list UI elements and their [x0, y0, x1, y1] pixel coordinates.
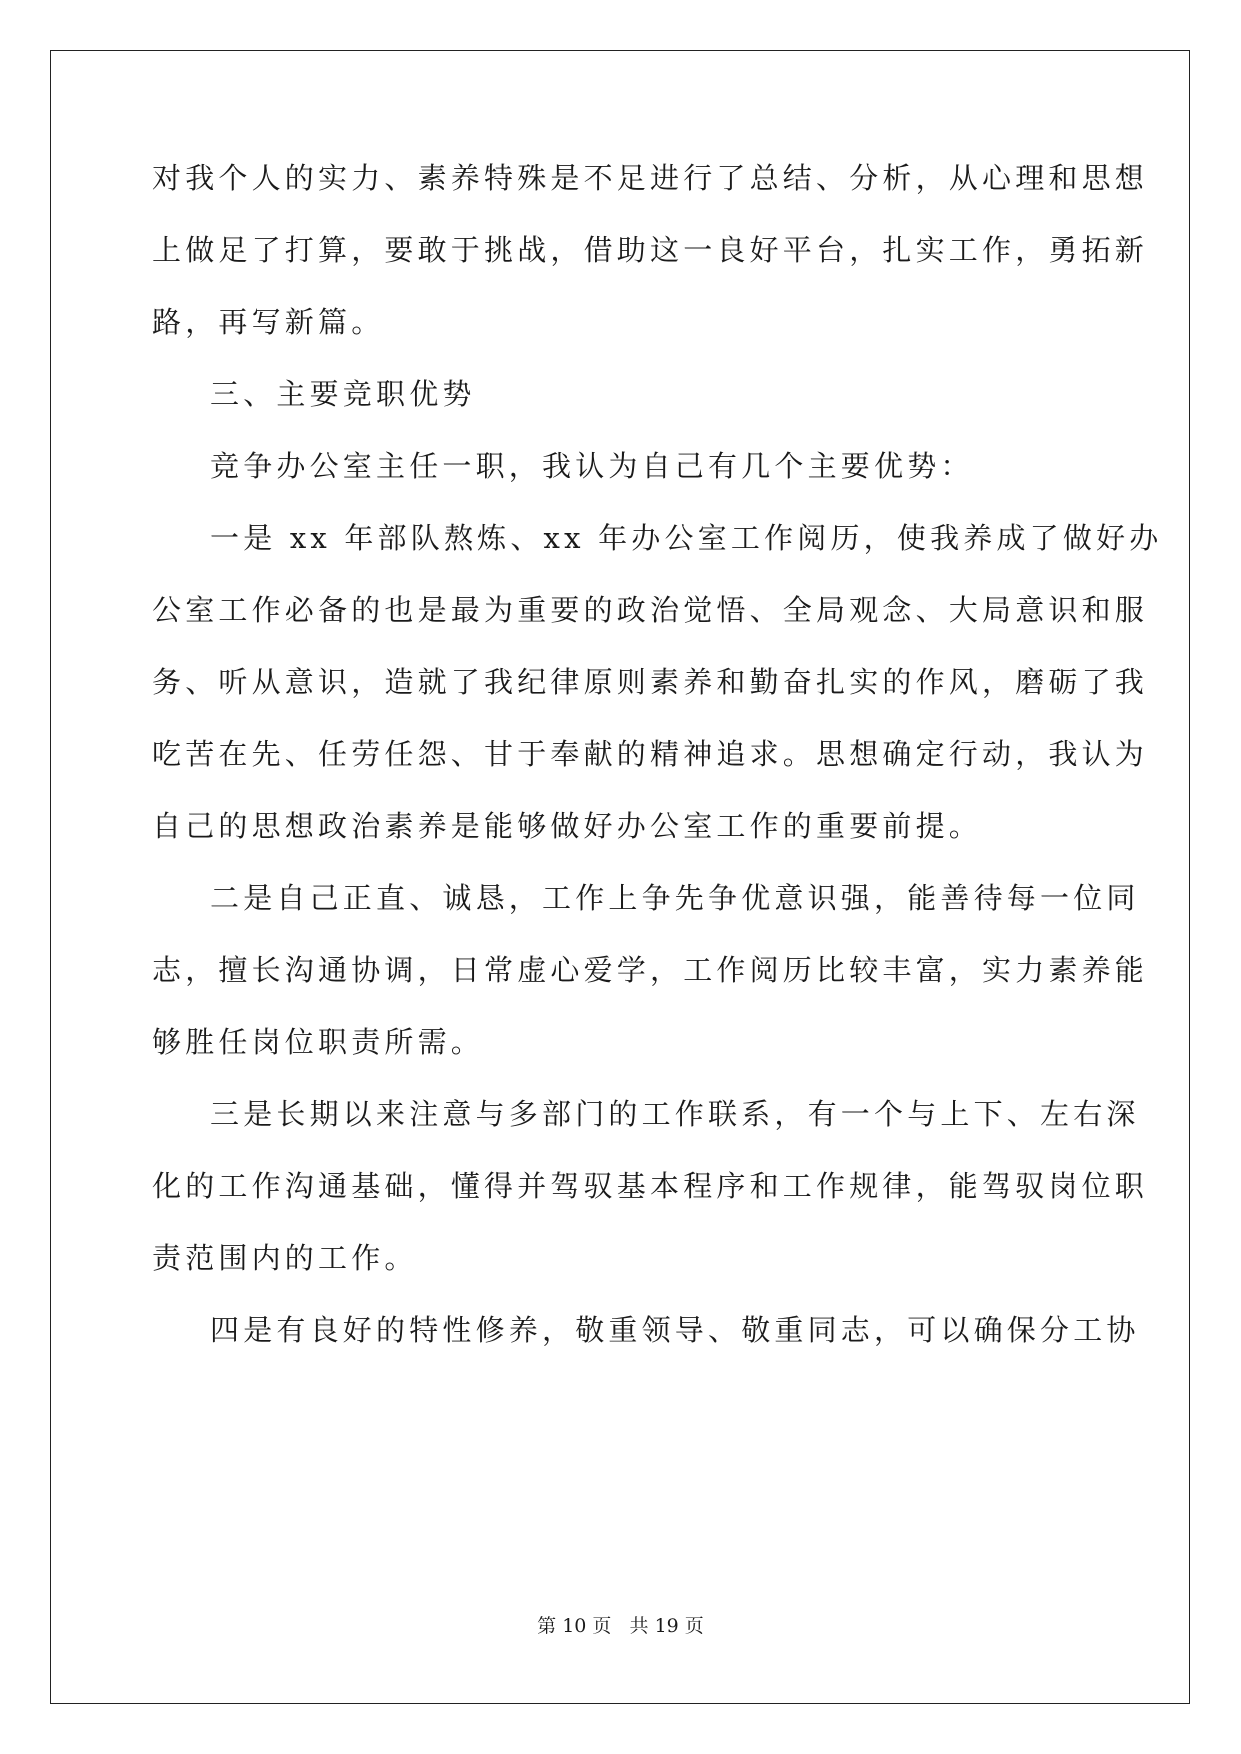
text-line: 自己的思想政治素养是能够做好办公室工作的重要前提。 — [152, 809, 983, 843]
text-line: 化的工作沟通基础，懂得并驾驭基本程序和工作规律，能驾驭岗位职 — [152, 1169, 1149, 1203]
section-heading: 三、主要竞职优势 — [210, 377, 476, 411]
paragraph-start: 四是有良好的特性修养，敬重领导、敬重同志，可以确保分工协 — [210, 1313, 1140, 1347]
text-line: 务、听从意识，造就了我纪律原则素养和勤奋扎实的作风，磨砺了我 — [152, 665, 1149, 699]
paragraph-start: 竞争办公室主任一职，我认为自己有几个主要优势： — [210, 449, 974, 483]
text-line: 上做足了打算，要敢于挑战，借助这一良好平台，扎实工作，勇拓新 — [152, 233, 1149, 267]
text-line: 责范围内的工作。 — [152, 1241, 418, 1275]
text-line: 对我个人的实力、素养特殊是不足进行了总结、分析，从心理和思想 — [152, 161, 1149, 195]
text-line: 公室工作必备的也是最为重要的政治觉悟、全局观念、大局意识和服 — [152, 593, 1149, 627]
page-number-footer: 第 10 页 共 19 页 — [537, 1615, 704, 1637]
paragraph-start: 三是长期以来注意与多部门的工作联系，有一个与上下、左右深 — [210, 1097, 1140, 1131]
paragraph-start: 二是自己正直、诚恳，工作上争先争优意识强，能善待每一位同 — [210, 881, 1140, 915]
text-line: 志，擅长沟通协调，日常虚心爱学，工作阅历比较丰富，实力素养能 — [152, 953, 1149, 987]
text-line: 路，再写新篇。 — [152, 305, 385, 339]
text-line: 吃苦在先、任劳任怨、甘于奉献的精神追求。思想确定行动，我认为 — [152, 737, 1149, 771]
text-line: 够胜任岗位职责所需。 — [152, 1025, 485, 1059]
paragraph-start: 一是 xx 年部队熬炼、xx 年办公室工作阅历，使我养成了做好办 — [210, 521, 1163, 555]
page-border — [50, 50, 1190, 1704]
